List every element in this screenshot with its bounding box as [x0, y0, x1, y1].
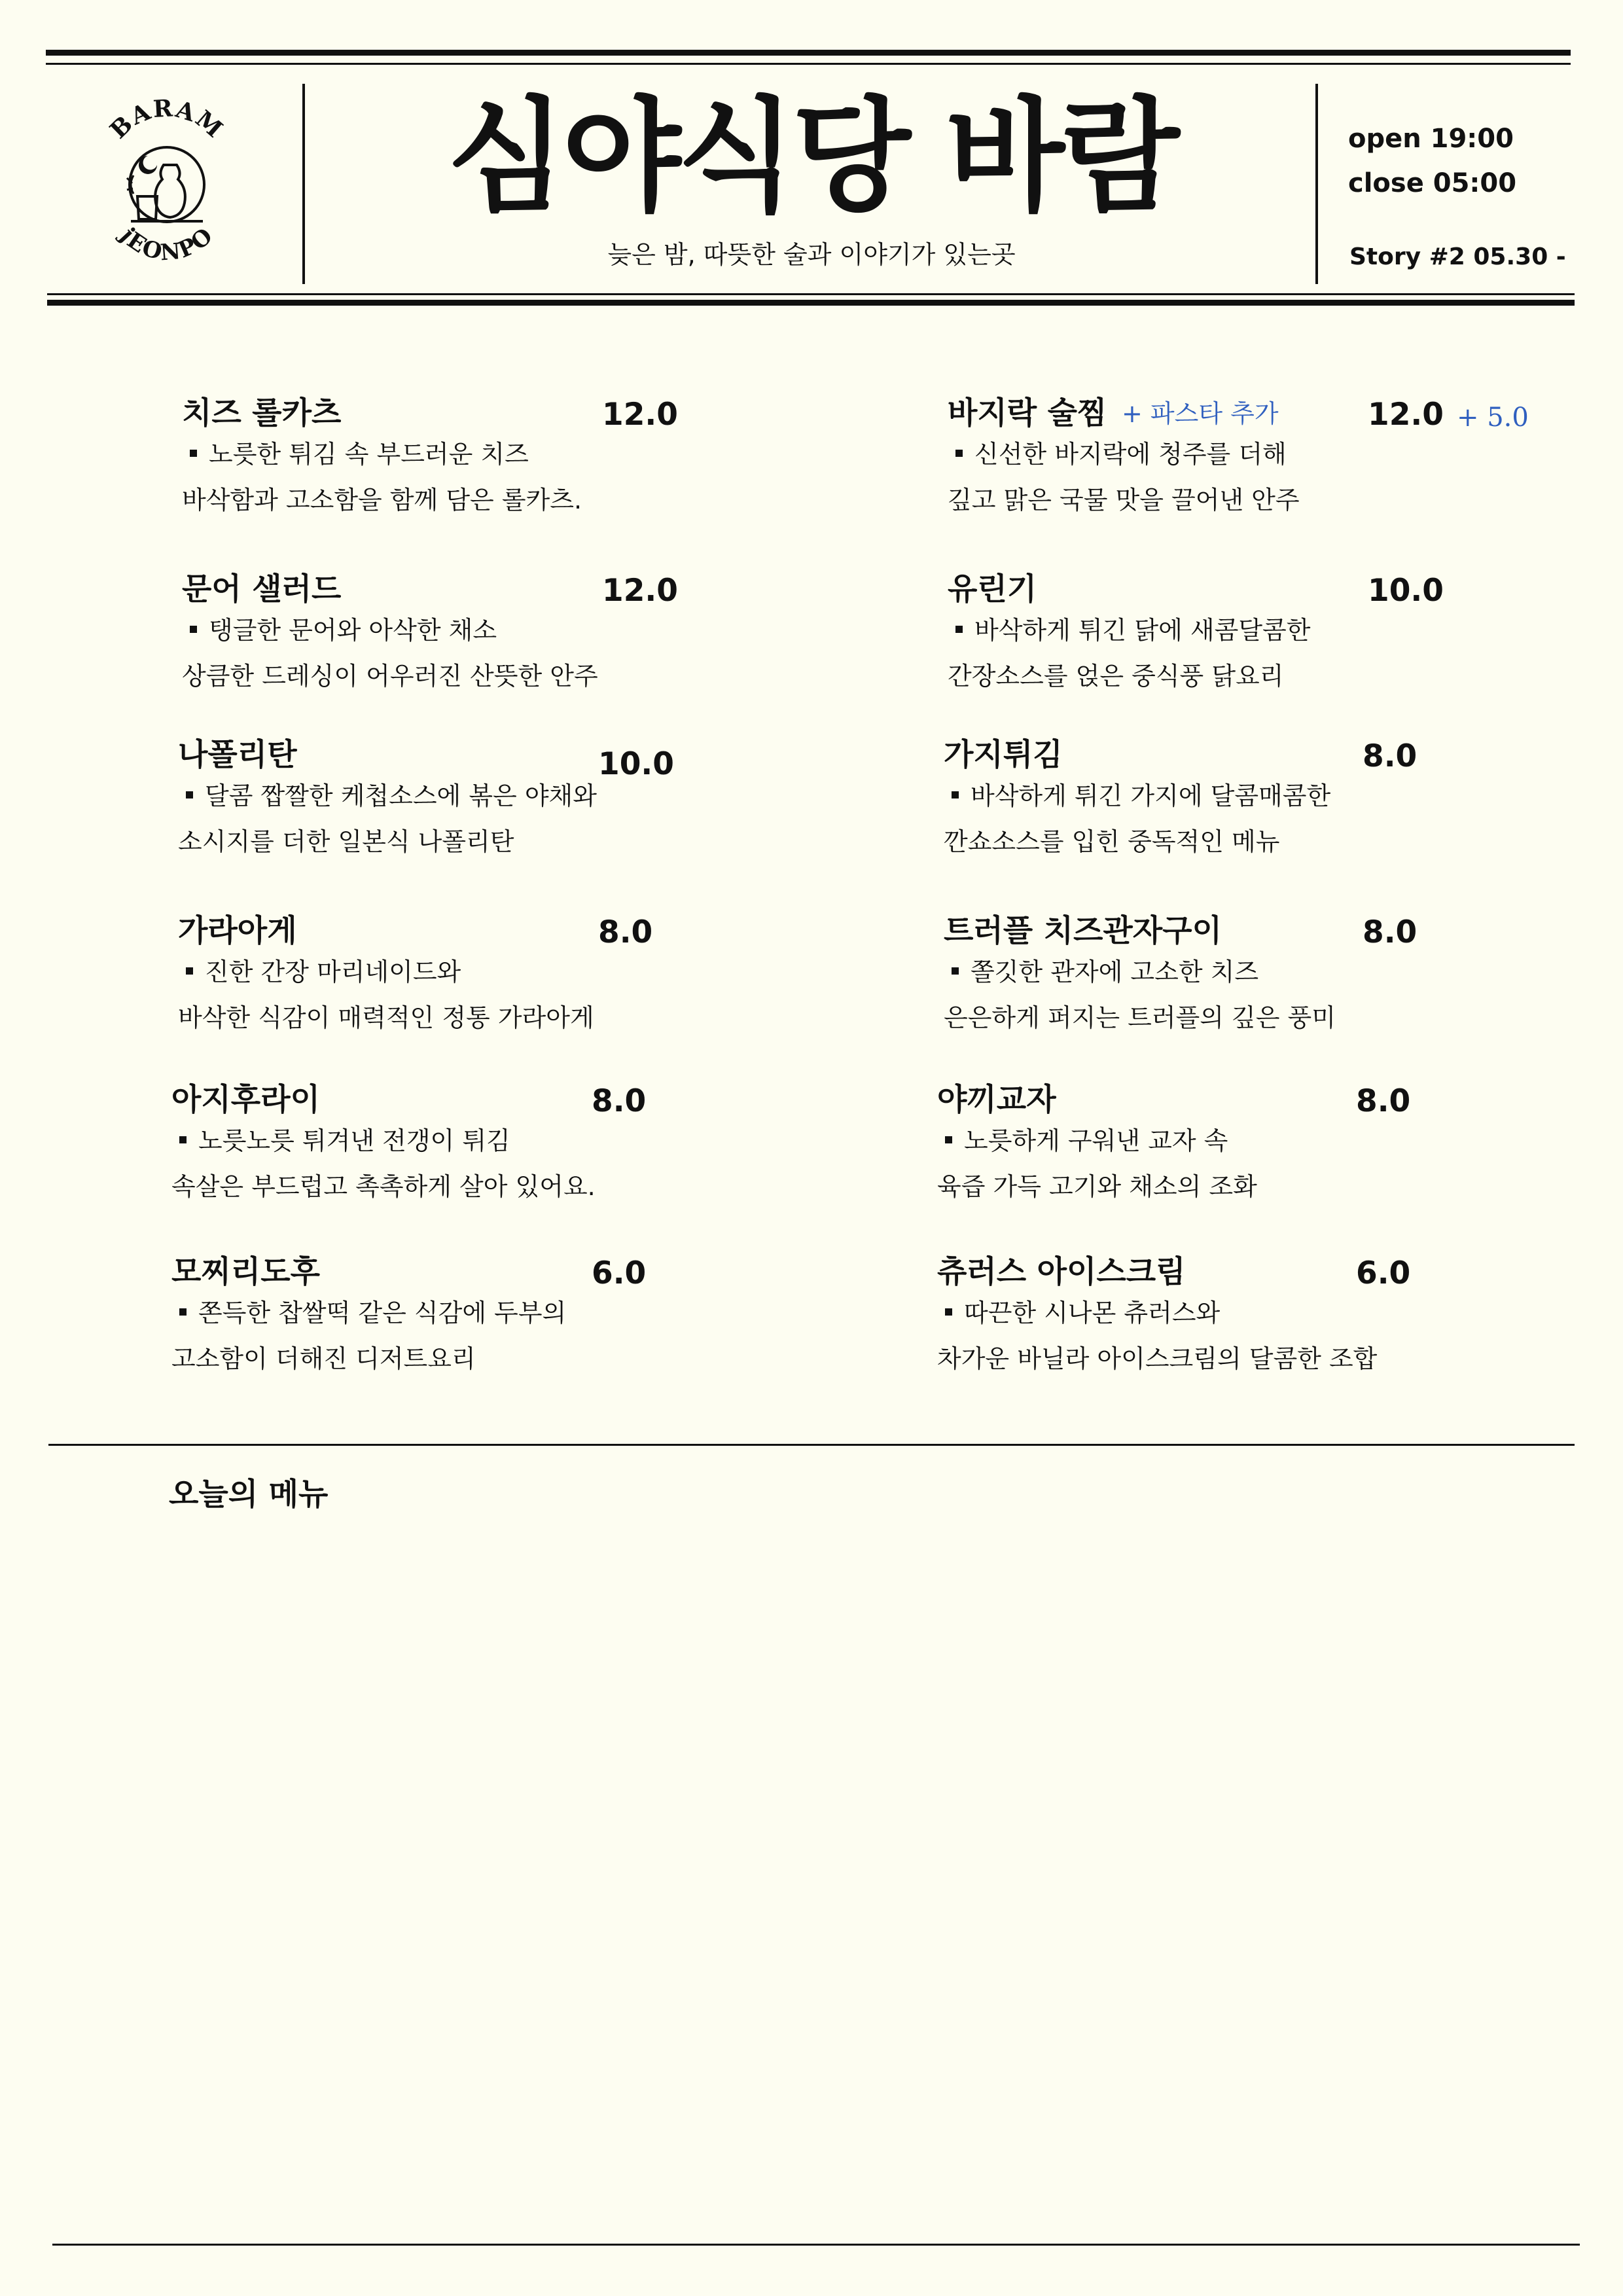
bullet-icon	[179, 1308, 187, 1316]
menu-item-desc-line1: 노릇노릇 튀겨낸 전갱이 튀김	[179, 1124, 510, 1158]
menu-item-price: 12.0	[602, 573, 678, 609]
bullet-icon	[955, 626, 963, 633]
logo-bottom-text: jEONPO	[115, 222, 219, 266]
menu-item-desc-line2: 육즙 가득 고기와 채소의 조화	[937, 1172, 1257, 1201]
menu-item-desc-line1: 탱글한 문어와 아삭한 채소	[190, 613, 497, 647]
open-time: open 19:00	[1348, 124, 1514, 154]
bullet-icon	[955, 450, 963, 457]
bullet-icon	[190, 450, 197, 457]
menu-item-name: 치즈 롤카츠	[182, 395, 342, 431]
menu-item-name: 나폴리탄	[178, 737, 297, 773]
today-menu-heading: 오늘의 메뉴	[169, 1477, 329, 1513]
menu-item-price: 8.0	[1363, 914, 1418, 950]
menu-item-desc-line1: 쫀득한 찹쌀떡 같은 식감에 두부의	[179, 1296, 566, 1330]
bullet-icon	[186, 967, 193, 975]
menu-item-name: 문어 샐러드	[182, 571, 342, 607]
menu-item-name: 아지후라이	[171, 1082, 321, 1118]
menu-item-desc-line1: 진한 간장 마리네이드와	[186, 955, 461, 989]
menu-item-price: 10.0	[598, 746, 674, 782]
page-title: 심야식당 바람	[447, 85, 1176, 228]
menu-item-desc-line2: 소시지를 더한 일본식 나폴리탄	[178, 827, 514, 856]
menu-item-desc-line2: 은은하게 퍼지는 트러플의 깊은 풍미	[944, 1003, 1336, 1032]
logo-top-text: BARAM	[104, 94, 229, 145]
menu-item-desc-line1: 바삭하게 튀긴 가지에 달콤매콤한	[952, 779, 1330, 813]
menu-item-desc-line1: 따끈한 시나몬 츄러스와	[945, 1296, 1220, 1330]
bullet-icon	[179, 1136, 187, 1143]
bullet-icon	[945, 1136, 952, 1143]
story-label: Story #2 05.30 -	[1349, 243, 1566, 270]
menu-item-name: 바지락 술찜	[948, 395, 1107, 431]
menu-item-desc-line2: 바삭함과 고소함을 함께 담은 롤카츠.	[182, 486, 582, 514]
menu-item-desc-line2: 깊고 맑은 국물 맛을 끌어낸 안주	[948, 486, 1300, 514]
menu-item-desc-line2: 상큼한 드레싱이 어우러진 산뜻한 안주	[182, 662, 598, 691]
menu-item-price: 12.0	[602, 397, 678, 433]
header-top-rule-thick	[46, 50, 1571, 56]
menu-item-desc-line2: 속살은 부드럽고 촉촉하게 살아 있어요.	[171, 1172, 596, 1201]
menu-item-name: 가지튀김	[944, 737, 1063, 773]
header-divider-left	[302, 84, 305, 284]
svg-text:BARAM	[105, 94, 229, 144]
menu-item-desc-line2: 깐쇼소스를 입힌 중독적인 메뉴	[944, 827, 1280, 856]
header-bottom-rule-thick	[47, 300, 1575, 306]
menu-item-desc-line1: 노릇한 튀김 속 부드러운 치즈	[190, 437, 529, 471]
footer-rule	[52, 2244, 1580, 2246]
menu-item-price: 8.0	[598, 914, 653, 950]
bullet-icon	[186, 791, 193, 798]
menu-item-name: 야끼교자	[937, 1082, 1056, 1118]
menu-item-addon: + 파스타 추가	[1122, 399, 1279, 428]
logo	[98, 92, 236, 275]
menu-item-name: 모찌리도후	[171, 1254, 321, 1290]
bullet-icon	[952, 791, 959, 798]
menu-item-price: 8.0	[592, 1083, 647, 1119]
menu-item-price: 10.0	[1368, 573, 1444, 609]
menu-item-name: 유린기	[948, 571, 1037, 607]
close-time: close 05:00	[1348, 168, 1517, 198]
menu-item-price: 8.0	[1363, 738, 1418, 774]
section-divider	[48, 1444, 1575, 1446]
menu-item-name: 가라아게	[178, 913, 297, 949]
menu-item-desc-line1: 노릇하게 구워낸 교자 속	[945, 1124, 1228, 1158]
bullet-icon	[945, 1308, 952, 1316]
bullet-icon	[952, 967, 959, 975]
menu-item-desc-line1: 쫄깃한 관자에 고소한 치즈	[952, 955, 1258, 989]
bullet-icon	[190, 626, 197, 633]
header-top-rule-thin	[46, 63, 1571, 65]
menu-item-addon-price: + 5.0	[1457, 403, 1529, 433]
menu-item-desc-line2: 차가운 바닐라 아이스크림의 달콤한 조합	[937, 1344, 1378, 1373]
menu-item-name: 츄러스 아이스크림	[937, 1254, 1186, 1290]
menu-item-name: 트러플 치즈관자구이	[944, 913, 1222, 949]
header-divider-right	[1315, 84, 1318, 284]
menu-item-price: 6.0	[592, 1255, 647, 1291]
header-bottom-rule-thin	[47, 293, 1575, 295]
menu-item-desc-line2: 간장소스를 얹은 중식풍 닭요리	[948, 662, 1284, 691]
menu-item-desc-line1: 달콤 짭짤한 케첩소스에 볶은 야채와	[186, 779, 597, 813]
menu-item-price: 8.0	[1356, 1083, 1411, 1119]
svg-text:jEONPO	[114, 221, 219, 266]
menu-item-price: 12.0	[1368, 397, 1444, 433]
menu-item-desc-line1: 신선한 바지락에 청주를 더해	[955, 437, 1287, 471]
page-subtitle: 늦은 밤, 따뜻한 술과 이야기가 있는곳	[607, 240, 1016, 269]
menu-item-desc-line2: 고소함이 더해진 디저트요리	[171, 1344, 476, 1373]
opening-hours	[1348, 117, 1516, 206]
menu-item-desc-line2: 바삭한 식감이 매력적인 정통 가라아게	[178, 1003, 594, 1032]
menu-item-price: 6.0	[1356, 1255, 1411, 1291]
menu-item-desc-line1: 바삭하게 튀긴 닭에 새콤달콤한	[955, 613, 1310, 647]
